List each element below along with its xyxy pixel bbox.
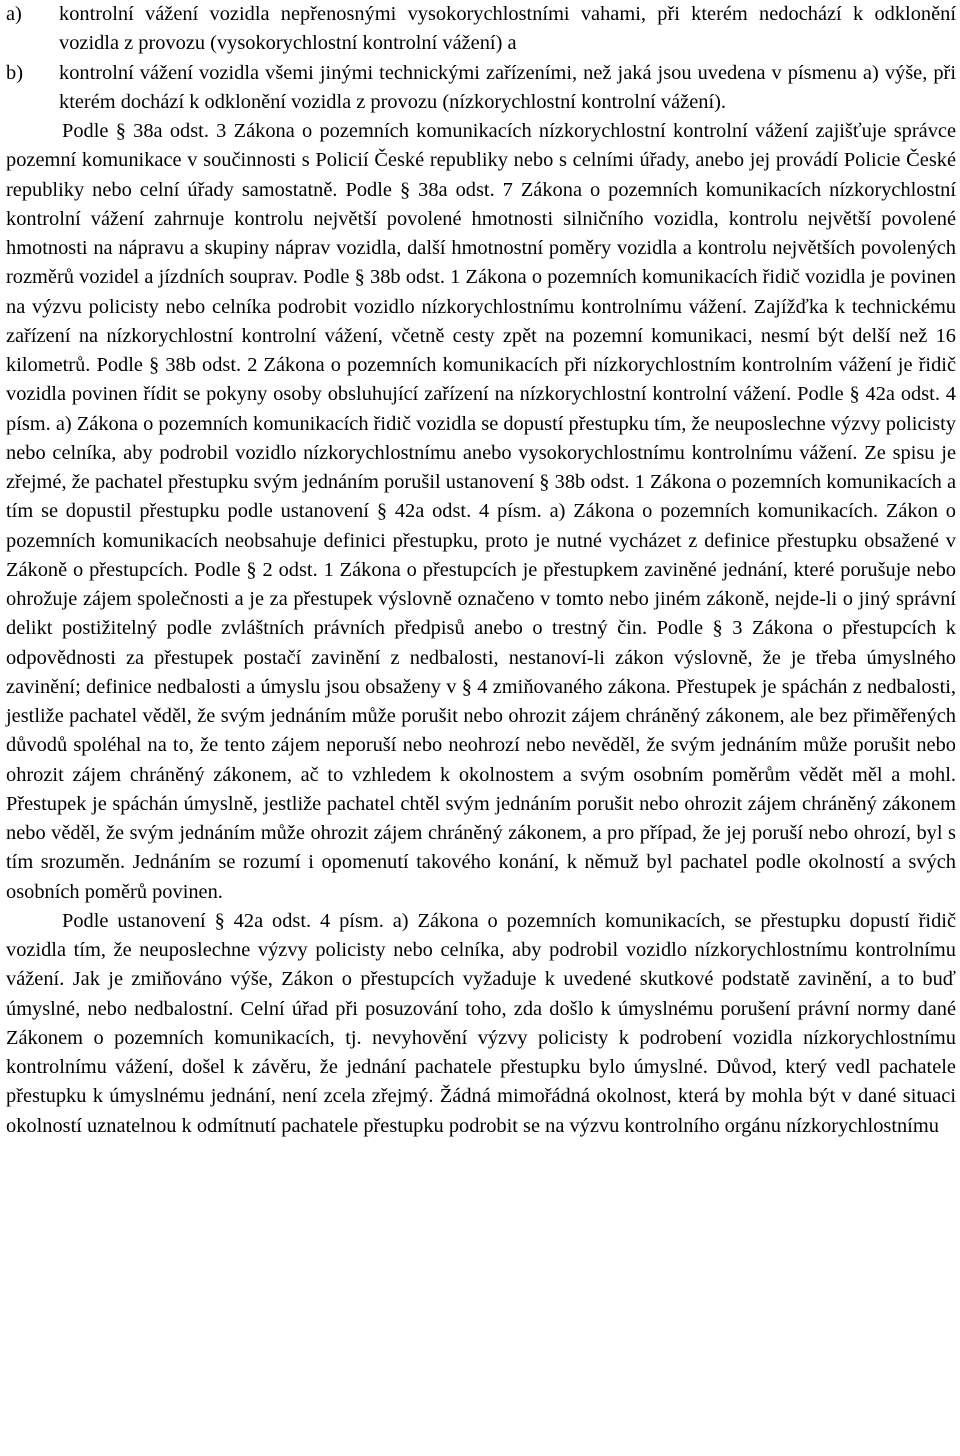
list-marker: b)	[6, 61, 23, 84]
paragraph: Podle ustanovení § 42a odst. 4 písm. a) Zákona o pozemních komunikacích, se přestupku dopustí řidič vozidla tím, že neuposlechne výzvy policisty nebo celníka, aby podrobil vozidlo nízkorychlostnímu kontrolnímu vážení. Jak je zmiňováno výše, Zákon o přestupcích vyžaduje k uvedené skutkové podstatě zavinění, a to buď úmyslné, nebo nedbalostní. Celní úřad při posuzování toho, zda došlo k úmyslnému porušení právní normy dané Zákonem o pozemních komunikacích, tj. nevyhovění výzvy policisty k podrobení vozidla nízkorychlostnímu kontrolnímu vážení, došel k závěru, že jednání pachatele přestupku bylo úmyslné. Důvod, který vedl pachatele přestupku k úmyslnému jednání, není zcela zřejmý. Žádná mimořádná okolnost, která by mohla být v dané situaci okolností uznatelnou k odmítnutí pachatele přestupku podrobit se na výzvu kontrolního orgánu nízkorychlostnímu	[6, 909, 956, 1137]
paragraph: Podle § 38a odst. 3 Zákona o pozemních komunikacích nízkorychlostní kontrolní vážení zajišťuje správce pozemní komunikace v součinnosti s Policií České republiky nebo s celními úřady, anebo jej provádí Policie České republiky nebo celní úřady samostatně. Podle § 38a odst. 7 Zákona o pozemních komunikacích nízkorychlostní kontrolní vážení zahrnuje kontrolu největší povolené hmotnosti silničního vozidla, kontrolu největší povolené hmotnosti na nápravu a skupiny náprav vozidla, další hmotnostní poměry vozidla a kontrolu největších povolených rozměrů vozidel a jízdních souprav. Podle § 38b odst. 1 Zákona o pozemních komunikacích řidič vozidla je povinen na výzvu policisty nebo celníka podrobit vozidlo nízkorychlostnímu kontrolnímu vážení. Zajížďka k technickému zařízení na nízkorychlostní kontrolní vážení, včetně cesty zpět na pozemní komunikaci, nesmí být delší než 16 kilometrů. Podle § 38b odst. 2 Zákona o pozemních komunikacích při nízkorychlostním kontrolním vážení je řidič vozidla povinen řídit se pokyny osoby obsluhující zařízení na nízkorychlostní kontrolní vážení. Podle § 42a odst. 4 písm. a) Zákona o pozemních komunikacích řidič vozidla se dopustí přestupku tím, že neuposlechne výzvy policisty nebo celníka, aby podrobil vozidlo nízkorychlostnímu anebo vysokorychlostnímu kontrolnímu vážení. Ze spisu je zřejmé, že pachatel přestupku svým jednáním porušil ustanovení § 38b odst. 1 Zákona o pozemních komunikacích a tím se dopustil přestupku podle ustanovení § 42a odst. 4 písm. a) Zákona o pozemních komunikacích. Zákon o pozemních komunikacích neobsahuje definici přestupku, proto je nutné vycházet z definice přestupku obsažené v Zákoně o přestupcích. Podle § 2 odst. 1 Zákona o přestupcích je přestupkem zaviněné jednání, které porušuje nebo ohrožuje zájem společnosti a je za přestupek výslovně označeno v tomto nebo jiném zákoně, nejde-li o jiný správní delikt postižitelný podle zvláštních právních předpisů anebo o trestný čin. Podle § 3 Zákona o přestupcích k odpovědnosti za přestupek postačí zavinění z nedbalosti, nestanoví-li zákon výslovně, že je třeba úmyslného zavinění; definice nedbalosti a úmyslu jsou obsaženy v § 4 zmiňovaného zákona. Přestupek je spáchán z nedbalosti, jestliže pachatel věděl, že svým jednáním může porušit nebo ohrozit zájem chráněný zákonem, ale bez přiměřených důvodů spoléhal na to, že tento zájem neporuší nebo neohrozí nebo nevěděl, že svým jednáním může porušit nebo ohrozit zájem chráněný zákonem, ač to vzhledem k okolnostem a svým osobním poměrům vědět měl a mohl. Přestupek je spáchán úmyslně, jestliže pachatel chtěl svým jednáním porušit nebo ohrozit zájem chráněný zákonem nebo věděl, že svým jednáním může ohrozit zájem chráněný zákonem, a pro případ, že jej poruší nebo ohrozí, byl s tím srozuměn. Jednáním se rozumí i opomenutí takového konání, k němuž byl pachatel podle okolností a svých osobních poměrů povinen.	[6, 120, 956, 903]
list-item-text: kontrolní vážení vozidla všemi jinými technickými zařízeními, než jaká jsou uvedena v písmenu a) výše, při kterém dochází k odklonění vozidla z provozu (nízkorychlostní kontrolní vážení).	[59, 61, 956, 113]
list-item-b	[6, 59, 956, 118]
list-item-text: kontrolní vážení vozidla nepřenosnými vysokorychlostními vahami, při kterém nedochází k odklonění vozidla z provozu (vysokorychlostní kontrolní vážení) a	[59, 3, 956, 55]
list-item-a	[6, 0, 956, 59]
list-marker: a)	[6, 3, 22, 25]
document-page	[6, 0, 956, 1141]
